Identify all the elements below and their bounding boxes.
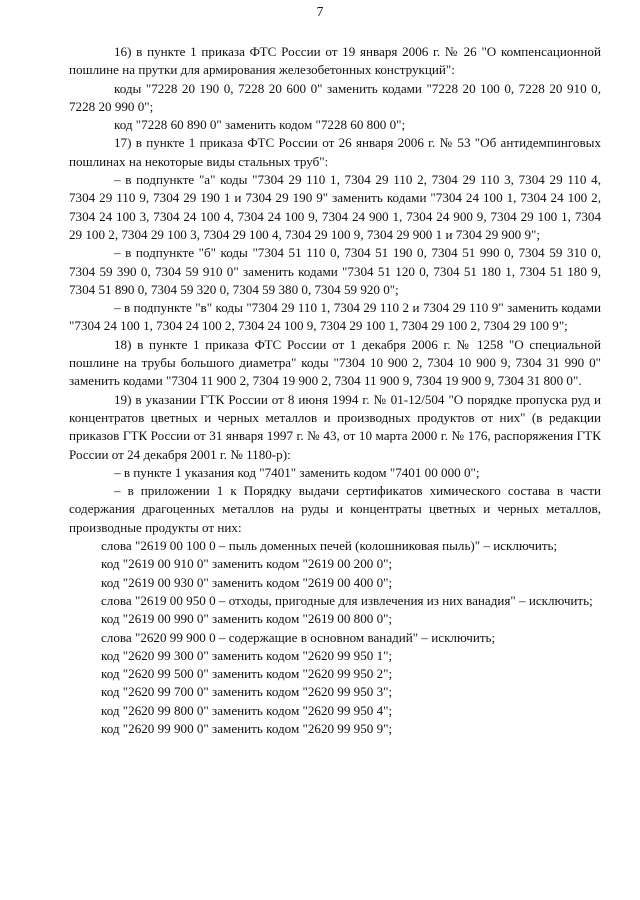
item-16-code-line: код "7228 60 890 0" заменить кодом "7228 60 800 0"; (114, 117, 406, 133)
amendment-line: код "2619 00 930 0" заменить кодом "2619 00 400 0"; (101, 574, 393, 590)
item-16-heading: 16) в пункте 1 приказа ФТС России от 19 января 2006 г. № 26 "О компенсационной пошлине на прутки для армирования железобетонных конструкций": (69, 44, 601, 78)
amendment-line: слова "2620 99 900 0 – содержащие в основном ванадий" – исключить; (101, 629, 496, 645)
item-17-subpoint-v: – в подпункте "в" коды "7304 29 110 1, 7304 29 110 2 и 7304 29 110 9" заменить кодами "7304 24 100 1, 7304 24 100 2, 7304 24 100 9, 7304 29 100 1, 7304 29 100 2, 7304 29 100 9"; (69, 300, 601, 334)
item-19-appendix-1: – в приложении 1 к Порядку выдачи сертификатов химического состава в части содержания драгоценных металлов на руды и концентраты цветных и черных металлов, производные продукты от них: (69, 483, 601, 535)
amendment-line: код "2619 00 910 0" заменить кодом "2619 00 200 0"; (101, 556, 393, 572)
document-body (69, 43, 601, 738)
amendment-line: код "2620 99 700 0" заменить кодом "2620 99 950 3"; (101, 684, 393, 700)
item-19-point-1: – в пункте 1 указания код "7401" заменить кодом "7401 00 000 0"; (114, 464, 480, 480)
item-17-heading: 17) в пункте 1 приказа ФТС России от 26 января 2006 г. № 53 "Об антидемпинговых пошлинах на некоторые виды стальных труб": (69, 135, 601, 169)
item-19-heading: 19) в указании ГТК России от 8 июня 1994 г. № 01-12/504 "О порядке пропуска руд и концентратов цветных и черных металлов и производных продуктов от них" (в редакции приказов ГТК России от 31 января 1997 г. № 43, от 10 марта 2000 г. № 176, распоряжения ГТК России от 24 декабря 2001 г. № 1180-р): (69, 391, 601, 462)
item-17-subpoint-b: – в подпункте "б" коды "7304 51 110 0, 7304 51 190 0, 7304 51 990 0, 7304 59 310 0, 7304 59 390 0, 7304 59 910 0" заменить кодами "7304 51 120 0, 7304 51 180 1, 7304 51 180 9, 7304 51 890 0, 7304 59 320 0, 7304 59 380 0, 7304 59 920 0"; (69, 245, 601, 297)
amendment-line: код "2619 00 990 0" заменить кодом "2619 00 800 0"; (101, 611, 393, 627)
amendment-line: код "2620 99 900 0" заменить кодом "2620 99 950 9"; (101, 720, 393, 736)
page-number: 7 (316, 4, 324, 19)
amendment-line: слова "2619 00 950 0 – отходы, пригодные для извлечения из них ванадия" – исключить; (101, 592, 593, 608)
item-17-subpoint-a: – в подпункте "а" коды "7304 29 110 1, 7304 29 110 2, 7304 29 110 3, 7304 29 110 4, 7304 29 110 9, 7304 29 190 1 и 7304 29 190 9" заменить кодами "7304 24 100 1, 7304 24 100 2, 7304 24 100 3, 7304 24 100 4, 7304 24 100 9, 7304 24 900 1, 7304 24 900 9, 7304 29 100 1, 7304 29 100 2, 7304 29 100 3, 7304 29 100 4, 7304 29 100 9, 7304 29 900 1 и 7304 29 900 9"; (69, 172, 601, 242)
item-16-codes-line: коды "7228 20 190 0, 7228 20 600 0" заменить кодами "7228 20 100 0, 7228 20 910 0, 7228 20 990 0"; (69, 80, 601, 114)
amendment-line: слова "2619 00 100 0 – пыль доменных печей (колошниковая пыль)" – исключить; (101, 538, 558, 554)
amendment-line: код "2620 99 300 0" заменить кодом "2620 99 950 1"; (101, 647, 393, 663)
amendment-line: код "2620 99 800 0" заменить кодом "2620 99 950 4"; (101, 702, 393, 718)
item-18-heading: 18) в пункте 1 приказа ФТС России от 1 декабря 2006 г. № 1258 "О специальной пошлине на трубы большого диаметра" коды "7304 10 900 2, 7304 10 900 9, 7304 31 990 0" заменить кодами "7304 11 900 2, 7304 19 900 2, 7304 11 900 9, 7304 19 900 9, 7304 31 800 0". (69, 336, 601, 389)
amendment-line: код "2620 99 500 0" заменить кодом "2620 99 950 2"; (101, 666, 393, 682)
